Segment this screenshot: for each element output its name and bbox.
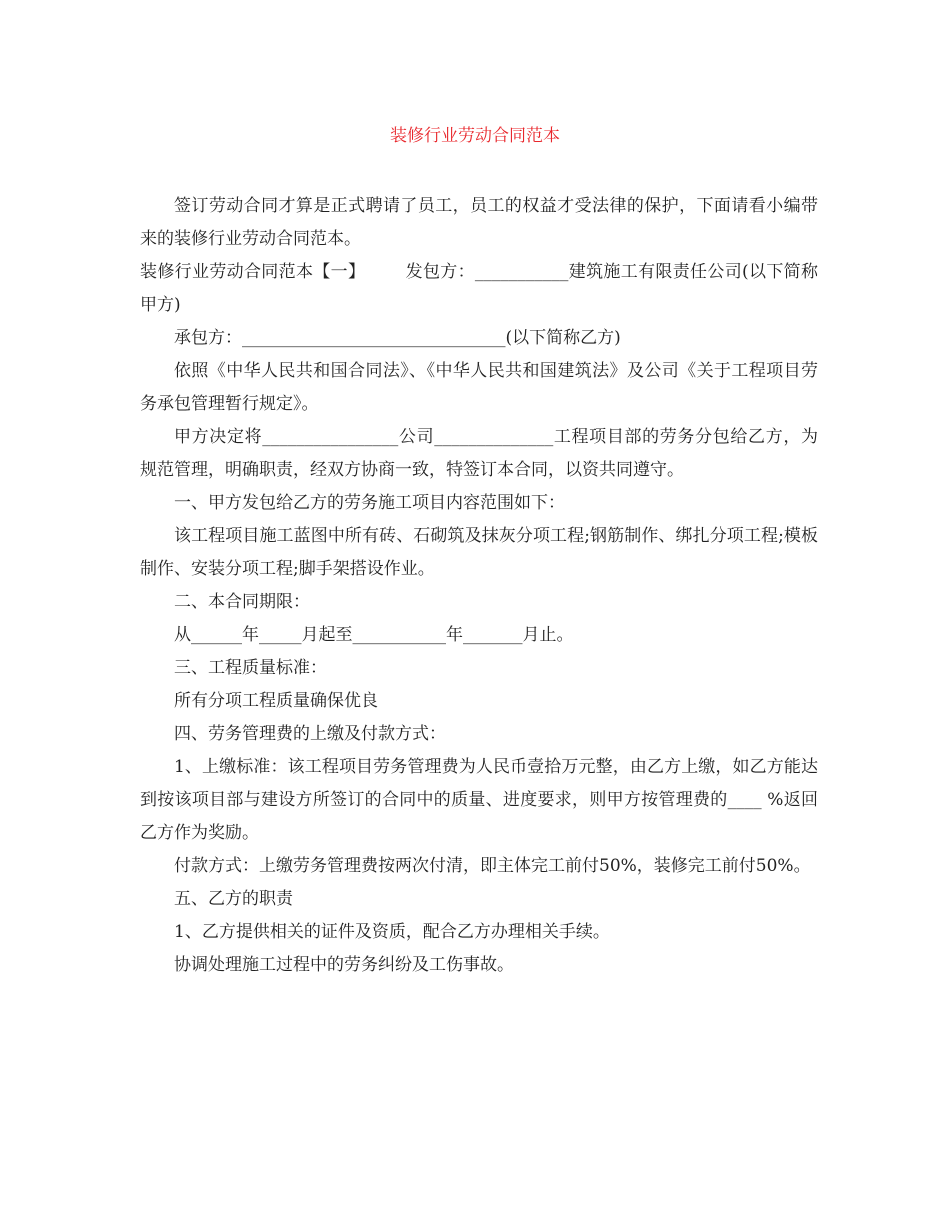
basis-paragraph: 依照《中华人民共和国合同法》、《中华人民共和国建筑法》及公司《关于工程项目劳务承包管理暂行规定》。 xyxy=(140,361,818,414)
clause1-body: 该工程项目施工蓝图中所有砖、石砌筑及抹灰分项工程;钢筋制作、绑扎分项工程;模板制作、安装分项工程;脚手架搭设作业。 xyxy=(140,526,818,579)
document-title: 装修行业劳动合同范本 xyxy=(390,126,560,146)
clause5-item2: 协调处理施工过程中的劳务纠纷及工伤事故。 xyxy=(174,955,514,975)
clause2-title: 二、本合同期限： xyxy=(174,592,310,612)
clause3-title: 三、工程质量标准： xyxy=(174,658,327,678)
clause1-title: 一、甲方发包给乙方的劳务施工项目内容范围如下： xyxy=(174,493,565,513)
party-b-line: 承包方：_______________________________(以下简称乙方) xyxy=(174,328,621,348)
clause4-title: 四、劳务管理费的上缴及付款方式： xyxy=(174,724,446,744)
party-a-line: 发包方：___________建筑施工有限责任公司(以下简称甲方) xyxy=(140,262,818,315)
document-body xyxy=(140,190,818,982)
clause4-body1: 1、上缴标准：该工程项目劳务管理费为人民币壹拾万元整，由乙方上缴，如乙方能达到按该项目部与建设方所签订的合同中的质量、进度要求，则甲方按管理费的____ %返回乙方作为奖励。 xyxy=(140,757,818,843)
section-heading-line xyxy=(140,256,818,322)
decision-paragraph: 甲方决定将________________公司______________工程项目部的劳务分包给乙方，为规范管理，明确职责，经双方协商一致，特签订本合同，以资共同遵守。 xyxy=(140,427,818,480)
clause5-title: 五、乙方的职责 xyxy=(174,889,293,909)
clause2-body: 从______年_____月起至___________年_______月止。 xyxy=(174,625,574,645)
intro-paragraph: 签订劳动合同才算是正式聘请了员工，员工的权益才受法律的保护，下面请看小编带来的装修行业劳动合同范本。 xyxy=(140,196,818,249)
section-heading: 装修行业劳动合同范本【一】 xyxy=(140,262,366,282)
clause3-body: 所有分项工程质量确保优良 xyxy=(174,691,378,711)
clause4-body2: 付款方式：上缴劳务管理费按两次付清，即主体完工前付50%，装修完工前付50%。 xyxy=(174,856,811,876)
clause5-item1: 1、乙方提供相关的证件及资质，配合乙方办理相关手续。 xyxy=(174,922,610,942)
